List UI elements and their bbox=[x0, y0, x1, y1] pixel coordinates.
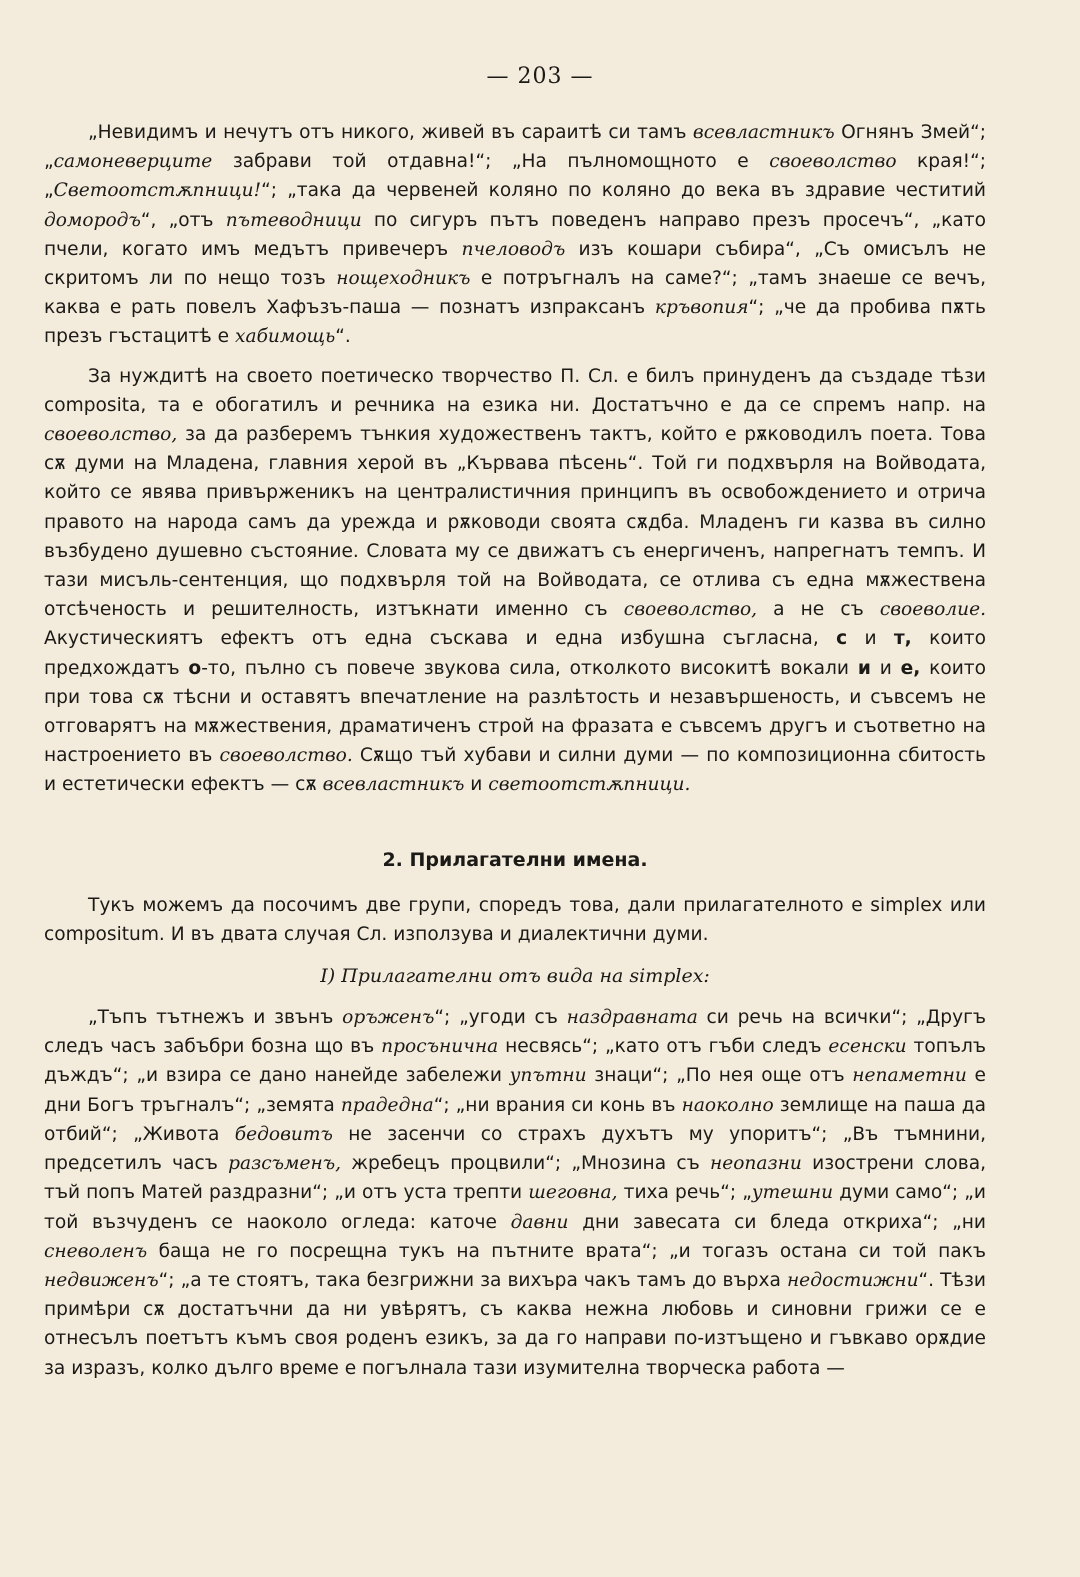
text-run: изъ кошари събира“, „Съ омисълъ не скритомъ ли по нещо тозъ bbox=[44, 238, 986, 290]
italic-term: своеволство, bbox=[44, 424, 178, 446]
text-run: “; „угоди съ bbox=[434, 1007, 567, 1029]
text-run: Сѫщо тъй хубави и силни думи — по композиционна сбитость и естетически ефектъ — сѫ bbox=[44, 745, 986, 796]
text-run: тиха речь“; „ bbox=[617, 1182, 752, 1204]
italic-term: всевластникъ bbox=[692, 122, 835, 143]
italic-term: есенски bbox=[828, 1036, 907, 1058]
italic-term: своеволство, bbox=[623, 599, 758, 621]
text-run: дни завесата си бледа открихa“; „ни bbox=[568, 1211, 987, 1233]
section-intro-paragraph: Тукъ можемъ да посочимъ две групи, споредъ това, дали прилагателното е simplex или compositum. И въ двата случая Сл. използува и диалектични думи. bbox=[44, 894, 986, 945]
italic-term: разсъменъ, bbox=[228, 1153, 342, 1175]
italic-term: наоколно bbox=[681, 1094, 774, 1116]
italic-term: Светоотстѫпници! bbox=[53, 180, 262, 202]
italic-term: своеволие. bbox=[879, 599, 986, 621]
text-run: топълъ дъждъ“; „и взира се дано нанейде забележи bbox=[44, 1036, 987, 1087]
text-run: изострени слова, тъй попъ Матей раздразни“; „и отъ уста трепти bbox=[44, 1153, 986, 1204]
italic-term: всевластникъ bbox=[322, 774, 465, 796]
text-run: за да разберемъ тънкия художественъ тактъ, който е рѫководилъ поета. Това сѫ думи на Младена, главния херой въ „Кървава пѣсень“. Той ги подхвърля на Войводата, който се явява привърженикъ на централистичния принципъ въ освобождението и отрича правото на народа самъ да урежда и рѫководи своята сѫдба. Младенъ ги казва въ силно възбудено душевно състояние. Словата му се движатъ съ енергиченъ, напрегнатъ темпъ. И тази мисъль-сентенция, що подхвърля той на Войводата, се отлива съ една мѫжествена отсѣченость и решителность, изтъкнати именно съ bbox=[44, 424, 986, 621]
italic-term: недостижни bbox=[786, 1269, 919, 1291]
italic-term: наздравната bbox=[566, 1007, 698, 1029]
text-run: знаци“; „По нея още отъ bbox=[586, 1065, 853, 1087]
italic-term: неопазни bbox=[709, 1153, 802, 1175]
italic-term: недвиженъ bbox=[44, 1269, 159, 1291]
italic-term: утешни bbox=[751, 1182, 834, 1204]
subsection-heading: I) Прилагателни отъ вида на simplex: bbox=[320, 965, 710, 988]
text-run: “. Тѣзи примѣри сѫ достатъчни да ни увѣрятъ, съ каква нежна любовь и синовни грижи се е отнесълъ поетътъ къмъ своя роденъ езикъ, за да го направи по-изтъщено и гъвкаво орѫдие за изразъ, колко дълго време е погълнала тази изумителна творческа работа — bbox=[44, 1269, 986, 1379]
page-number: — 203 — bbox=[486, 64, 594, 89]
text-run: забрави той отдавна!“; „На пълномощното е bbox=[212, 151, 770, 173]
text-run: землище на паша да отбий“; „Живота bbox=[44, 1094, 986, 1145]
text-run: “; „ни врания си конь въ bbox=[433, 1094, 682, 1116]
italic-term: давни bbox=[510, 1211, 569, 1233]
italic-term: пътеводници bbox=[225, 209, 362, 231]
text-run: края!“; „ bbox=[44, 151, 987, 202]
italic-term: своеволство bbox=[769, 151, 897, 173]
text-run: “; „а те стоятъ, така безгрижни за вихъра чакъ тамъ до върха bbox=[158, 1269, 787, 1291]
italic-term: нощеходникъ bbox=[336, 268, 471, 290]
text-run: е потръгналъ на саме?“; „тамъ знаеше се вечъ, каква е рать повелъ Хафъзъ-паша — познатъ изпраксанъ bbox=[44, 268, 987, 319]
text-run: и bbox=[847, 628, 894, 650]
text-run: Акустическиятъ ефектъ отъ една съскава и една избушна съгласна, bbox=[44, 628, 837, 650]
text-run: думи само“; „и той възчуденъ се наоколо огледа: каточе bbox=[44, 1182, 986, 1233]
text-run: “; „че да пробива пѫть презъ гъстацитѣ е bbox=[44, 297, 986, 348]
italic-term: домородъ bbox=[44, 209, 141, 231]
italic-term: оръженъ bbox=[342, 1007, 435, 1029]
text-run: “. bbox=[335, 326, 351, 348]
text-run: а не съ bbox=[757, 599, 880, 621]
italic-term: сневоленъ bbox=[44, 1240, 148, 1262]
bold-letter: с bbox=[836, 628, 848, 650]
bold-letter: и bbox=[857, 657, 871, 679]
text-run: „Тъпъ тътнежъ и звънъ bbox=[88, 1007, 343, 1029]
italic-term: хабимощь bbox=[235, 326, 336, 348]
italic-term: шеговна, bbox=[528, 1182, 618, 1204]
bold-letter: о bbox=[188, 657, 202, 679]
text-run: несвясь“; „като отъ гъби следъ bbox=[498, 1036, 829, 1058]
text-run: За нуждитѣ на своето поетическо творчество П. Сл. е билъ принуденъ да създаде тѣзи composita, та е обогатилъ и речника на езика ни. Достатъчно е да се спремъ напр. на bbox=[44, 365, 986, 416]
text-run: които предхождатъ bbox=[44, 628, 986, 679]
italic-term: пчеловодъ bbox=[461, 238, 566, 260]
text-run: които при това сѫ тѣсни и оставятъ впечатление на разлѣтость и незавършеность, и съвсемъ не отговарятъ на мѫжествения, драматиченъ строй на фразата е съвсемъ другъ и съответно на настроението въ bbox=[44, 657, 986, 767]
section-heading: 2. Прилагателни имена. bbox=[382, 848, 648, 871]
italic-term: упътни bbox=[509, 1065, 587, 1087]
body-text bbox=[44, 118, 986, 1383]
text-run: “; „така да червеней коляно по коляно до века въ здравие честитий bbox=[261, 180, 986, 202]
paragraph-adjective-examples bbox=[44, 1003, 986, 1383]
italic-term: просънична bbox=[381, 1036, 499, 1058]
italic-term: бедовитъ bbox=[234, 1123, 333, 1145]
text-run: баща не го посрещна тукъ на пътните врата“; „и тогазъ остана си той пакъ bbox=[147, 1240, 986, 1262]
italic-term: светоотстѫпници. bbox=[488, 774, 691, 796]
italic-term: самоневерците bbox=[53, 151, 213, 173]
text-run: “, „отъ bbox=[140, 209, 226, 231]
italic-term: своеволство. bbox=[219, 745, 353, 767]
italic-term: прадедна bbox=[340, 1094, 434, 1116]
italic-term: кръвопия bbox=[654, 297, 749, 319]
text-run: и bbox=[870, 657, 901, 679]
text-run: по сигуръ пътъ поведенъ направо презъ просечъ“, „като пчели, когато имъ медътъ привечеръ bbox=[44, 209, 986, 260]
text-run: и bbox=[464, 774, 489, 796]
text-run: е дни Богъ тръгналъ“; „земята bbox=[44, 1065, 987, 1116]
text-run: жребецъ процвили“; „Мнозина съ bbox=[341, 1153, 710, 1175]
bold-letter: т, bbox=[893, 628, 912, 650]
text-run: Огнянъ Змей“; „ bbox=[44, 122, 986, 173]
bold-letter: е, bbox=[900, 657, 921, 679]
paragraph-quotations bbox=[44, 118, 986, 352]
text-run: -то, пълно съ повече звукова сила, отколкото високитѣ вокали bbox=[201, 657, 858, 679]
text-run: си речь на всички“; „Другъ следъ часъ забъбри бозна що въ bbox=[44, 1007, 986, 1058]
text-run: не засенчи со страхъ духътъ му упоритъ“; „Въ тъмнини, предсетилъ часъ bbox=[44, 1123, 986, 1175]
italic-term: непаметни bbox=[852, 1065, 967, 1087]
paragraph-compositum-analysis bbox=[44, 362, 986, 800]
text-run: „Невидимъ и нечутъ отъ никого, живей въ сараитѣ си тамъ bbox=[88, 122, 693, 143]
